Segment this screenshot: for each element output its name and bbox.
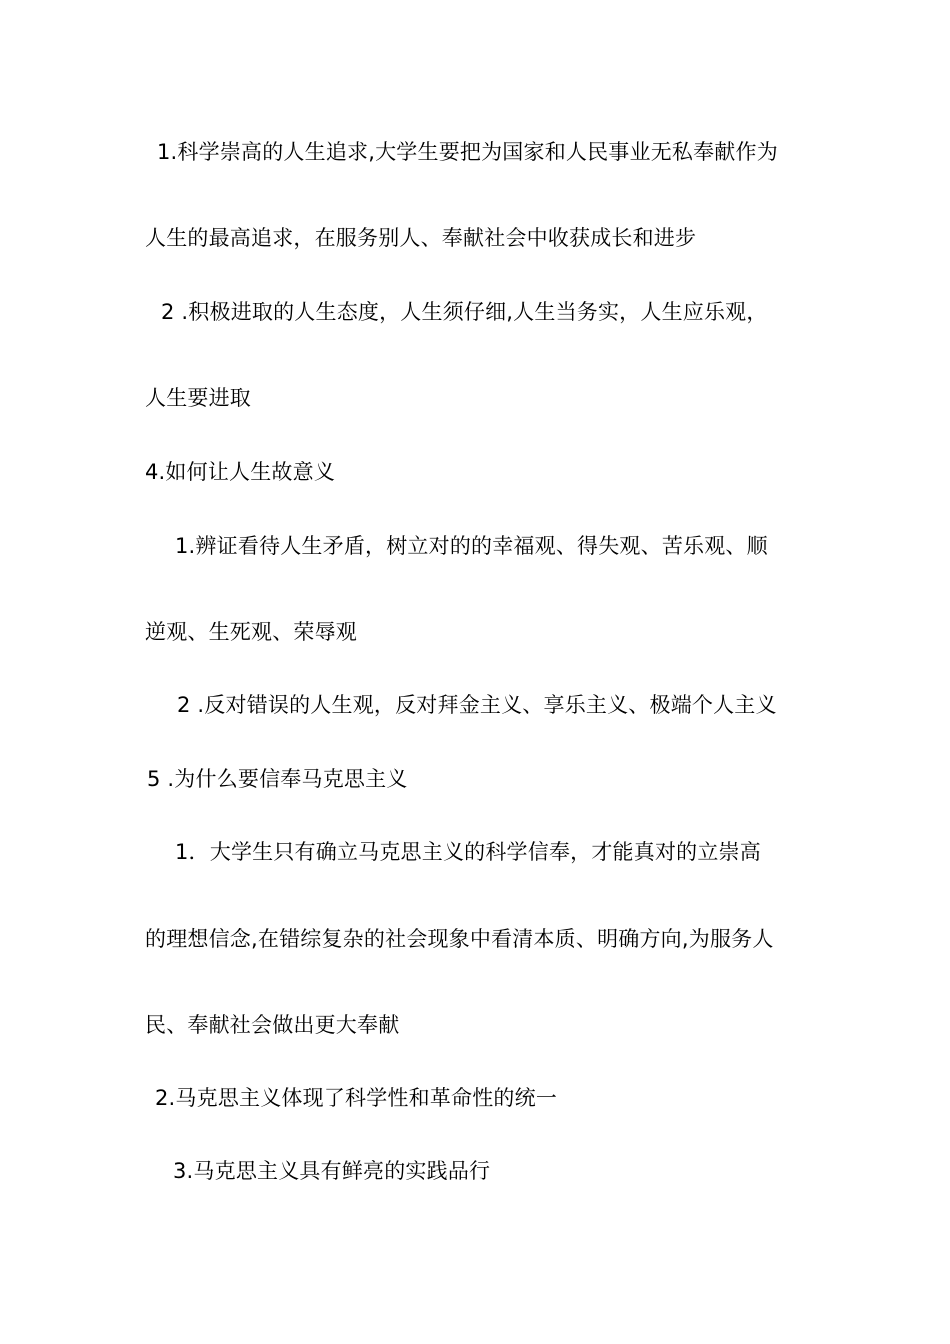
- text-line: 人生的最高追求，在服务别人、奉献社会中收获成长和进步: [145, 226, 697, 250]
- text-line: 2.马克思主义体现了科学性和革命性的统一: [155, 1086, 558, 1110]
- text-line: 的理想信念,在错综复杂的社会现象中看清本质、明确方向,为服务人: [145, 927, 774, 951]
- text-line: 民、奉献社会做出更大奉献: [145, 1013, 400, 1037]
- text-line: 1.辨证看待人生矛盾，树立对的的幸福观、得失观、苦乐观、顺: [175, 534, 768, 558]
- text-line: 2 .积极进取的人生态度，人生须仔细,人生当务实，人生应乐观，: [161, 300, 768, 324]
- section-heading: 4.如何让人生故意义: [145, 460, 336, 484]
- text-line: 人生要进取: [145, 386, 251, 410]
- text-line: 1．大学生只有确立马克思主义的科学信奉，才能真对的立崇高: [175, 840, 761, 864]
- text-line: 3.马克思主义具有鲜亮的实践品行: [173, 1159, 491, 1183]
- text-line: 1.科学崇高的人生追求,大学生要把为国家和人民事业无私奉献作为: [157, 140, 778, 164]
- section-heading: 5 .为什么要信奉马克思主义: [147, 767, 408, 791]
- text-line: 2 .反对错误的人生观，反对拜金主义、享乐主义、极端个人主义: [177, 693, 777, 717]
- text-line: 逆观、生死观、荣辱观: [145, 620, 357, 644]
